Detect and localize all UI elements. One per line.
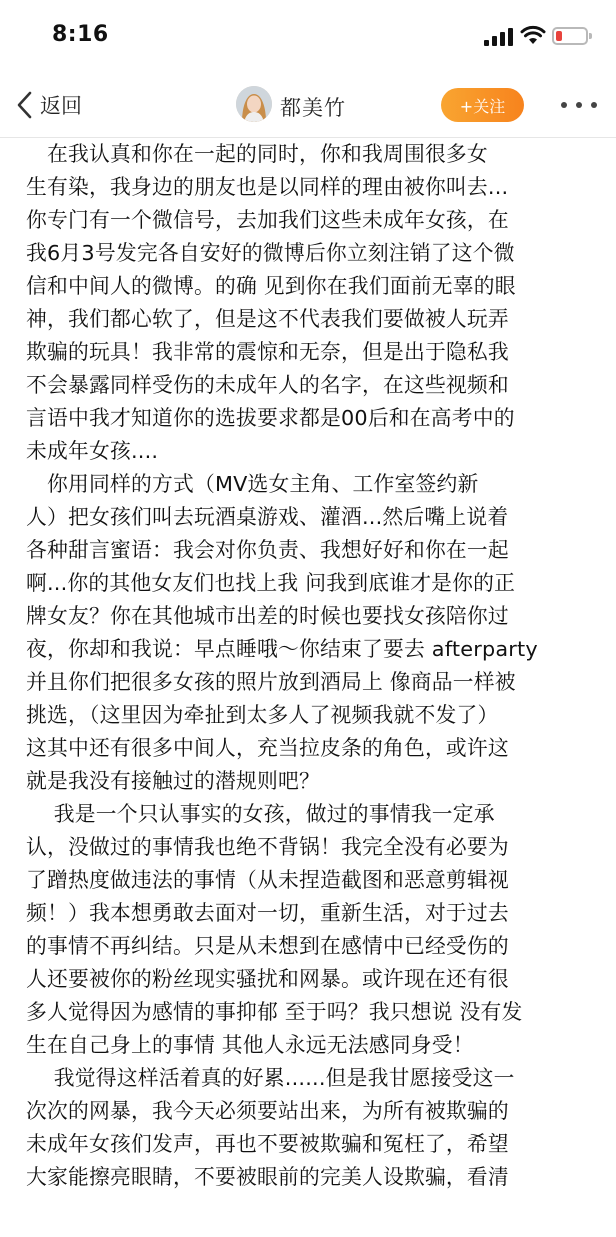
post-text-line: 我是一个只认事实的女孩，做过的事情我一定承 [26, 802, 495, 826]
avatar[interactable] [236, 86, 272, 122]
post-text-line: 了蹭热度做违法的事情（从未捏造截图和恶意剪辑视 [26, 868, 509, 892]
post-text-line: 生有染，我身边的朋友也是以同样的理由被你叫去... [26, 175, 509, 199]
status-bar [0, 0, 616, 72]
chevron-left-icon [14, 90, 36, 120]
post-text-line: 啊...你的其他女友们也找上我 问我到底谁才是你的正 [26, 571, 516, 595]
post-text-line: 频！）我本想勇敢去面对一切，重新生活，对于过去 [26, 901, 509, 925]
post-text-line: 并且你们把很多女孩的照片放到酒局上 像商品一样被 [26, 670, 516, 694]
avatar-portrait-icon [236, 86, 272, 122]
post-text-line: 牌女友？你在其他城市出差的时候也要找女孩陪你过 [26, 604, 509, 628]
post-text-line: 大家能擦亮眼睛，不要被眼前的完美人设欺骗，看清 [26, 1165, 509, 1189]
more-options-icon[interactable] [561, 102, 597, 110]
post-paragraph [26, 468, 594, 798]
post-text-line: 你专门有一个微信号，去加我们这些未成年女孩，在 [26, 208, 509, 232]
back-button[interactable] [14, 86, 82, 124]
status-time: 8:16 [52, 22, 109, 47]
post-text-line: 人）把女孩们叫去玩酒桌游戏、灌酒...然后嘴上说着 [26, 505, 509, 529]
post-text-line: 就是我没有接触过的潜规则吧？ [26, 769, 320, 793]
post-text-line: 我6月3号发完各自安好的微博后你立刻注销了这个微 [26, 241, 515, 265]
post-text-line: 这其中还有很多中间人，充当拉皮条的角色，或许这 [26, 736, 509, 760]
post-paragraph [26, 798, 594, 1062]
post-text-line: 欺骗的玩具！我非常的震惊和无奈，但是出于隐私我 [26, 340, 509, 364]
post-text-line: 次次的网暴，我今天必须要站出来，为所有被欺骗的 [26, 1099, 509, 1123]
follow-button[interactable]: +关注 [441, 88, 524, 122]
back-label: 返回 [40, 94, 82, 118]
post-text-line: 未成年女孩们发声，再也不要被欺骗和冤枉了，希望 [26, 1132, 509, 1156]
wifi-icon [520, 24, 546, 46]
post-text-line: 认，没做过的事情我也绝不背锅！我完全没有必要为 [26, 835, 509, 859]
cellular-signal-icon [484, 28, 514, 46]
post-text-line: 神，我们都心软了，但是这不代表我们要做被人玩弄 [26, 307, 509, 331]
battery-level [556, 31, 562, 41]
post-text-line: 挑选，（这里因为牵扯到太多人了视频我就不发了） [26, 703, 499, 727]
post-body [26, 138, 594, 1194]
post-text-line: 言语中我才知道你的选拔要求都是00后和在高考中的 [26, 406, 515, 430]
post-text-line: 未成年女孩.... [26, 439, 159, 463]
post-paragraph [26, 138, 594, 468]
post-text-line: 我觉得这样活着真的好累......但是我甘愿接受这一 [26, 1066, 515, 1090]
post-text-line: 各种甜言蜜语：我会对你负责、我想好好和你在一起 [26, 538, 509, 562]
post-content [26, 138, 594, 1237]
post-text-line: 生在自己身上的事情 其他人永远无法感同身受！ [26, 1033, 474, 1057]
post-paragraph [26, 1062, 594, 1194]
post-text-line: 多人觉得因为感情的事抑郁 至于吗？我只想说 没有发 [26, 1000, 523, 1024]
post-text-line: 夜，你却和我说：早点睡哦～你结束了要去 afterparty [26, 637, 538, 661]
bottom-fade [0, 1211, 616, 1237]
post-text-line: 在我认真和你在一起的同时，你和我周围很多女 [26, 142, 488, 166]
nav-bar [0, 72, 616, 138]
post-text-line: 你用同样的方式（MV选女主角、工作室签约新 [26, 472, 479, 496]
nav-title[interactable]: 都美竹 [280, 96, 346, 120]
post-text-line: 信和中间人的微博。的确 见到你在我们面前无辜的眼 [26, 274, 516, 298]
post-text-line: 不会暴露同样受伤的未成年人的名字，在这些视频和 [26, 373, 509, 397]
post-text-line: 人还要被你的粉丝现实骚扰和网暴。或许现在还有很 [26, 967, 509, 991]
post-text-line: 的事情不再纠结。只是从未想到在感情中已经受伤的 [26, 934, 509, 958]
battery-icon [552, 27, 588, 45]
